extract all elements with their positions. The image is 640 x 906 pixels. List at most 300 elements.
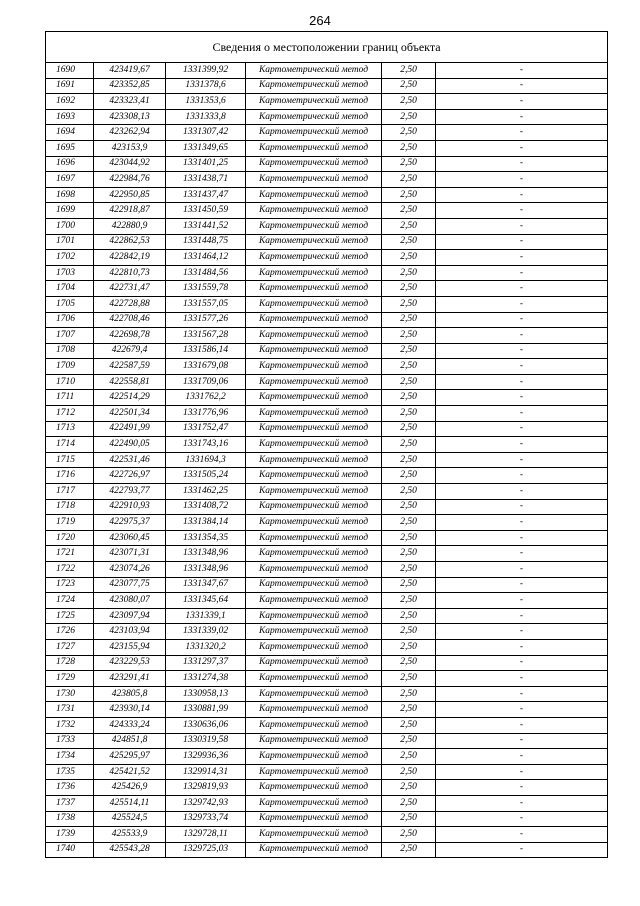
y-coordinate-cell: 1331709,06 [166,374,246,390]
accuracy-cell: 2,50 [382,78,436,94]
x-coordinate-cell: 425426,9 [94,780,166,796]
x-coordinate-cell: 423044,92 [94,156,166,172]
x-coordinate-cell: 423419,67 [94,63,166,79]
point-number-cell: 1713 [46,421,94,437]
description-cell: - [436,764,608,780]
table-row [46,515,608,531]
y-coordinate-cell: 1331762,2 [166,390,246,406]
accuracy-cell: 2,50 [382,234,436,250]
y-coordinate-cell: 1331567,28 [166,328,246,344]
point-number-cell: 1716 [46,468,94,484]
y-coordinate-cell: 1330881,99 [166,702,246,718]
method-cell: Картометрический метод [246,218,382,234]
table-row [46,795,608,811]
method-cell: Картометрический метод [246,655,382,671]
accuracy-cell: 2,50 [382,109,436,125]
description-cell: - [436,515,608,531]
point-number-cell: 1717 [46,484,94,500]
table-row [46,562,608,578]
description-cell: - [436,218,608,234]
description-cell: - [436,312,608,328]
y-coordinate-cell: 1331408,72 [166,499,246,515]
description-cell: - [436,359,608,375]
method-cell: Картометрический метод [246,468,382,484]
accuracy-cell: 2,50 [382,437,436,453]
accuracy-cell: 2,50 [382,546,436,562]
table-row [46,421,608,437]
accuracy-cell: 2,50 [382,499,436,515]
method-cell: Картометрический метод [246,717,382,733]
point-number-cell: 1732 [46,717,94,733]
table-row [46,312,608,328]
method-cell: Картометрический метод [246,265,382,281]
x-coordinate-cell: 422708,46 [94,312,166,328]
accuracy-cell: 2,50 [382,484,436,500]
x-coordinate-cell: 423153,9 [94,140,166,156]
point-number-cell: 1703 [46,265,94,281]
point-number-cell: 1728 [46,655,94,671]
description-cell: - [436,811,608,827]
table-row [46,484,608,500]
accuracy-cell: 2,50 [382,671,436,687]
x-coordinate-cell: 425533,9 [94,827,166,843]
method-cell: Картометрический метод [246,530,382,546]
x-coordinate-cell: 422490,05 [94,437,166,453]
accuracy-cell: 2,50 [382,296,436,312]
description-cell: - [436,608,608,624]
point-number-cell: 1707 [46,328,94,344]
accuracy-cell: 2,50 [382,125,436,141]
point-number-cell: 1720 [46,530,94,546]
accuracy-cell: 2,50 [382,749,436,765]
x-coordinate-cell: 423097,94 [94,608,166,624]
accuracy-cell: 2,50 [382,562,436,578]
method-cell: Картометрический метод [246,795,382,811]
point-number-cell: 1704 [46,281,94,297]
x-coordinate-cell: 425421,52 [94,764,166,780]
x-coordinate-cell: 423071,31 [94,546,166,562]
table-row [46,125,608,141]
description-cell: - [436,203,608,219]
accuracy-cell: 2,50 [382,250,436,266]
table-title: Сведения о местоположении границ объекта [46,32,608,63]
description-cell: - [436,452,608,468]
method-cell: Картометрический метод [246,140,382,156]
x-coordinate-cell: 422862,53 [94,234,166,250]
table-row [46,639,608,655]
y-coordinate-cell: 1331333,8 [166,109,246,125]
y-coordinate-cell: 1331349,65 [166,140,246,156]
point-number-cell: 1736 [46,780,94,796]
x-coordinate-cell: 422910,93 [94,499,166,515]
point-number-cell: 1699 [46,203,94,219]
table-row [46,265,608,281]
x-coordinate-cell: 423103,94 [94,624,166,640]
accuracy-cell: 2,50 [382,764,436,780]
table-row [46,187,608,203]
method-cell: Картометрический метод [246,811,382,827]
accuracy-cell: 2,50 [382,733,436,749]
x-coordinate-cell: 423262,94 [94,125,166,141]
description-cell: - [436,63,608,79]
table-row [46,671,608,687]
table-row [46,780,608,796]
x-coordinate-cell: 423074,26 [94,562,166,578]
table-row [46,172,608,188]
point-number-cell: 1705 [46,296,94,312]
point-number-cell: 1740 [46,842,94,858]
description-cell: - [436,468,608,484]
description-cell: - [436,328,608,344]
y-coordinate-cell: 1331354,35 [166,530,246,546]
point-number-cell: 1719 [46,515,94,531]
method-cell: Картометрический метод [246,577,382,593]
accuracy-cell: 2,50 [382,406,436,422]
table-row [46,702,608,718]
table-row [46,811,608,827]
x-coordinate-cell: 422501,34 [94,406,166,422]
point-number-cell: 1694 [46,125,94,141]
table-row [46,577,608,593]
y-coordinate-cell: 1331353,6 [166,94,246,110]
x-coordinate-cell: 422531,46 [94,452,166,468]
point-number-cell: 1723 [46,577,94,593]
y-coordinate-cell: 1329742,93 [166,795,246,811]
accuracy-cell: 2,50 [382,203,436,219]
accuracy-cell: 2,50 [382,328,436,344]
method-cell: Картометрический метод [246,515,382,531]
method-cell: Картометрический метод [246,78,382,94]
y-coordinate-cell: 1331743,16 [166,437,246,453]
x-coordinate-cell: 422726,97 [94,468,166,484]
y-coordinate-cell: 1329819,93 [166,780,246,796]
description-cell: - [436,577,608,593]
y-coordinate-cell: 1331450,59 [166,203,246,219]
description-cell: - [436,109,608,125]
accuracy-cell: 2,50 [382,63,436,79]
description-cell: - [436,655,608,671]
method-cell: Картометрический метод [246,608,382,624]
table-row [46,156,608,172]
point-number-cell: 1731 [46,702,94,718]
table-title-row [46,32,608,63]
description-cell: - [436,265,608,281]
description-cell: - [436,234,608,250]
point-number-cell: 1726 [46,624,94,640]
table-row [46,842,608,858]
accuracy-cell: 2,50 [382,452,436,468]
x-coordinate-cell: 422950,85 [94,187,166,203]
y-coordinate-cell: 1331505,24 [166,468,246,484]
y-coordinate-cell: 1331307,42 [166,125,246,141]
y-coordinate-cell: 1331348,96 [166,562,246,578]
y-coordinate-cell: 1331577,26 [166,312,246,328]
method-cell: Картометрический метод [246,484,382,500]
accuracy-cell: 2,50 [382,702,436,718]
method-cell: Картометрический метод [246,624,382,640]
x-coordinate-cell: 422810,73 [94,265,166,281]
table-row [46,593,608,609]
table-row [46,281,608,297]
point-number-cell: 1734 [46,749,94,765]
accuracy-cell: 2,50 [382,827,436,843]
table-row [46,218,608,234]
table-row [46,608,608,624]
y-coordinate-cell: 1331752,47 [166,421,246,437]
point-number-cell: 1735 [46,764,94,780]
description-cell: - [436,717,608,733]
method-cell: Картометрический метод [246,827,382,843]
accuracy-cell: 2,50 [382,655,436,671]
x-coordinate-cell: 422918,87 [94,203,166,219]
y-coordinate-cell: 1329725,03 [166,842,246,858]
accuracy-cell: 2,50 [382,593,436,609]
y-coordinate-cell: 1329936,36 [166,749,246,765]
point-number-cell: 1710 [46,374,94,390]
table-row [46,733,608,749]
point-number-cell: 1724 [46,593,94,609]
table-row [46,343,608,359]
x-coordinate-cell: 422587,59 [94,359,166,375]
method-cell: Картометрический метод [246,686,382,702]
point-number-cell: 1706 [46,312,94,328]
description-cell: - [436,702,608,718]
description-cell: - [436,406,608,422]
x-coordinate-cell: 422491,99 [94,421,166,437]
description-cell: - [436,749,608,765]
point-number-cell: 1714 [46,437,94,453]
y-coordinate-cell: 1331441,52 [166,218,246,234]
y-coordinate-cell: 1331401,25 [166,156,246,172]
point-number-cell: 1693 [46,109,94,125]
method-cell: Картометрический метод [246,639,382,655]
method-cell: Картометрический метод [246,250,382,266]
accuracy-cell: 2,50 [382,577,436,593]
x-coordinate-cell: 422984,76 [94,172,166,188]
point-number-cell: 1727 [46,639,94,655]
y-coordinate-cell: 1331464,12 [166,250,246,266]
x-coordinate-cell: 423930,14 [94,702,166,718]
accuracy-cell: 2,50 [382,530,436,546]
table-row [46,94,608,110]
method-cell: Картометрический метод [246,842,382,858]
accuracy-cell: 2,50 [382,156,436,172]
accuracy-cell: 2,50 [382,686,436,702]
description-cell: - [436,530,608,546]
description-cell: - [436,94,608,110]
point-number-cell: 1718 [46,499,94,515]
description-cell: - [436,671,608,687]
table-row [46,250,608,266]
table-row [46,546,608,562]
accuracy-cell: 2,50 [382,811,436,827]
table-row [46,109,608,125]
x-coordinate-cell: 422558,81 [94,374,166,390]
x-coordinate-cell: 424333,24 [94,717,166,733]
x-coordinate-cell: 422731,47 [94,281,166,297]
accuracy-cell: 2,50 [382,717,436,733]
table-row [46,140,608,156]
description-cell: - [436,125,608,141]
point-number-cell: 1701 [46,234,94,250]
x-coordinate-cell: 423080,07 [94,593,166,609]
y-coordinate-cell: 1331384,14 [166,515,246,531]
description-cell: - [436,140,608,156]
y-coordinate-cell: 1331378,6 [166,78,246,94]
x-coordinate-cell: 423352,85 [94,78,166,94]
method-cell: Картометрический метод [246,312,382,328]
method-cell: Картометрический метод [246,764,382,780]
description-cell: - [436,593,608,609]
method-cell: Картометрический метод [246,109,382,125]
method-cell: Картометрический метод [246,234,382,250]
accuracy-cell: 2,50 [382,343,436,359]
table-row [46,359,608,375]
x-coordinate-cell: 423060,45 [94,530,166,546]
accuracy-cell: 2,50 [382,624,436,640]
y-coordinate-cell: 1330319,58 [166,733,246,749]
method-cell: Картометрический метод [246,780,382,796]
description-cell: - [436,296,608,312]
accuracy-cell: 2,50 [382,374,436,390]
accuracy-cell: 2,50 [382,140,436,156]
description-cell: - [436,842,608,858]
x-coordinate-cell: 422679,4 [94,343,166,359]
method-cell: Картометрический метод [246,671,382,687]
point-number-cell: 1695 [46,140,94,156]
y-coordinate-cell: 1331347,67 [166,577,246,593]
point-number-cell: 1690 [46,63,94,79]
point-number-cell: 1711 [46,390,94,406]
x-coordinate-cell: 422880,9 [94,218,166,234]
point-number-cell: 1739 [46,827,94,843]
accuracy-cell: 2,50 [382,187,436,203]
description-cell: - [436,780,608,796]
description-cell: - [436,733,608,749]
table-row [46,203,608,219]
x-coordinate-cell: 423308,13 [94,109,166,125]
method-cell: Картометрический метод [246,125,382,141]
table-row [46,78,608,94]
description-cell: - [436,390,608,406]
accuracy-cell: 2,50 [382,515,436,531]
table-row [46,406,608,422]
method-cell: Картометрический метод [246,421,382,437]
y-coordinate-cell: 1331776,96 [166,406,246,422]
point-number-cell: 1708 [46,343,94,359]
y-coordinate-cell: 1331320,2 [166,639,246,655]
x-coordinate-cell: 422698,78 [94,328,166,344]
table-row [46,296,608,312]
y-coordinate-cell: 1331694,3 [166,452,246,468]
table-row [46,717,608,733]
method-cell: Картометрический метод [246,172,382,188]
method-cell: Картометрический метод [246,296,382,312]
description-cell: - [436,374,608,390]
method-cell: Картометрический метод [246,281,382,297]
y-coordinate-cell: 1331438,71 [166,172,246,188]
accuracy-cell: 2,50 [382,608,436,624]
method-cell: Картометрический метод [246,437,382,453]
method-cell: Картометрический метод [246,359,382,375]
accuracy-cell: 2,50 [382,639,436,655]
accuracy-cell: 2,50 [382,312,436,328]
table-row [46,452,608,468]
page-number: 264 [309,13,331,28]
y-coordinate-cell: 1331462,25 [166,484,246,500]
description-cell: - [436,639,608,655]
x-coordinate-cell: 423155,94 [94,639,166,655]
description-cell: - [436,795,608,811]
y-coordinate-cell: 1331339,02 [166,624,246,640]
table-row [46,234,608,250]
accuracy-cell: 2,50 [382,795,436,811]
accuracy-cell: 2,50 [382,281,436,297]
method-cell: Картометрический метод [246,452,382,468]
point-number-cell: 1698 [46,187,94,203]
description-cell: - [436,827,608,843]
table-row [46,468,608,484]
description-cell: - [436,250,608,266]
y-coordinate-cell: 1331399,92 [166,63,246,79]
x-coordinate-cell: 422728,88 [94,296,166,312]
table-row [46,624,608,640]
method-cell: Картометрический метод [246,562,382,578]
method-cell: Картометрический метод [246,702,382,718]
y-coordinate-cell: 1331586,14 [166,343,246,359]
table-row [46,827,608,843]
y-coordinate-cell: 1331274,38 [166,671,246,687]
method-cell: Картометрический метод [246,374,382,390]
method-cell: Картометрический метод [246,593,382,609]
method-cell: Картометрический метод [246,499,382,515]
method-cell: Картометрический метод [246,406,382,422]
table-row [46,390,608,406]
table-row [46,530,608,546]
x-coordinate-cell: 425514,11 [94,795,166,811]
y-coordinate-cell: 1331448,75 [166,234,246,250]
description-cell: - [436,546,608,562]
method-cell: Картометрический метод [246,203,382,219]
point-number-cell: 1730 [46,686,94,702]
y-coordinate-cell: 1331484,56 [166,265,246,281]
y-coordinate-cell: 1331679,08 [166,359,246,375]
table-row [46,437,608,453]
point-number-cell: 1733 [46,733,94,749]
description-cell: - [436,281,608,297]
table-row [46,749,608,765]
point-number-cell: 1722 [46,562,94,578]
y-coordinate-cell: 1331339,1 [166,608,246,624]
description-cell: - [436,421,608,437]
method-cell: Картометрический метод [246,63,382,79]
description-cell: - [436,624,608,640]
y-coordinate-cell: 1330958,13 [166,686,246,702]
method-cell: Картометрический метод [246,546,382,562]
accuracy-cell: 2,50 [382,780,436,796]
description-cell: - [436,437,608,453]
method-cell: Картометрический метод [246,343,382,359]
point-number-cell: 1702 [46,250,94,266]
x-coordinate-cell: 424851,8 [94,733,166,749]
y-coordinate-cell: 1329914,31 [166,764,246,780]
point-number-cell: 1737 [46,795,94,811]
table-body [46,63,608,858]
x-coordinate-cell: 422975,37 [94,515,166,531]
point-number-cell: 1721 [46,546,94,562]
point-number-cell: 1738 [46,811,94,827]
y-coordinate-cell: 1329728,11 [166,827,246,843]
